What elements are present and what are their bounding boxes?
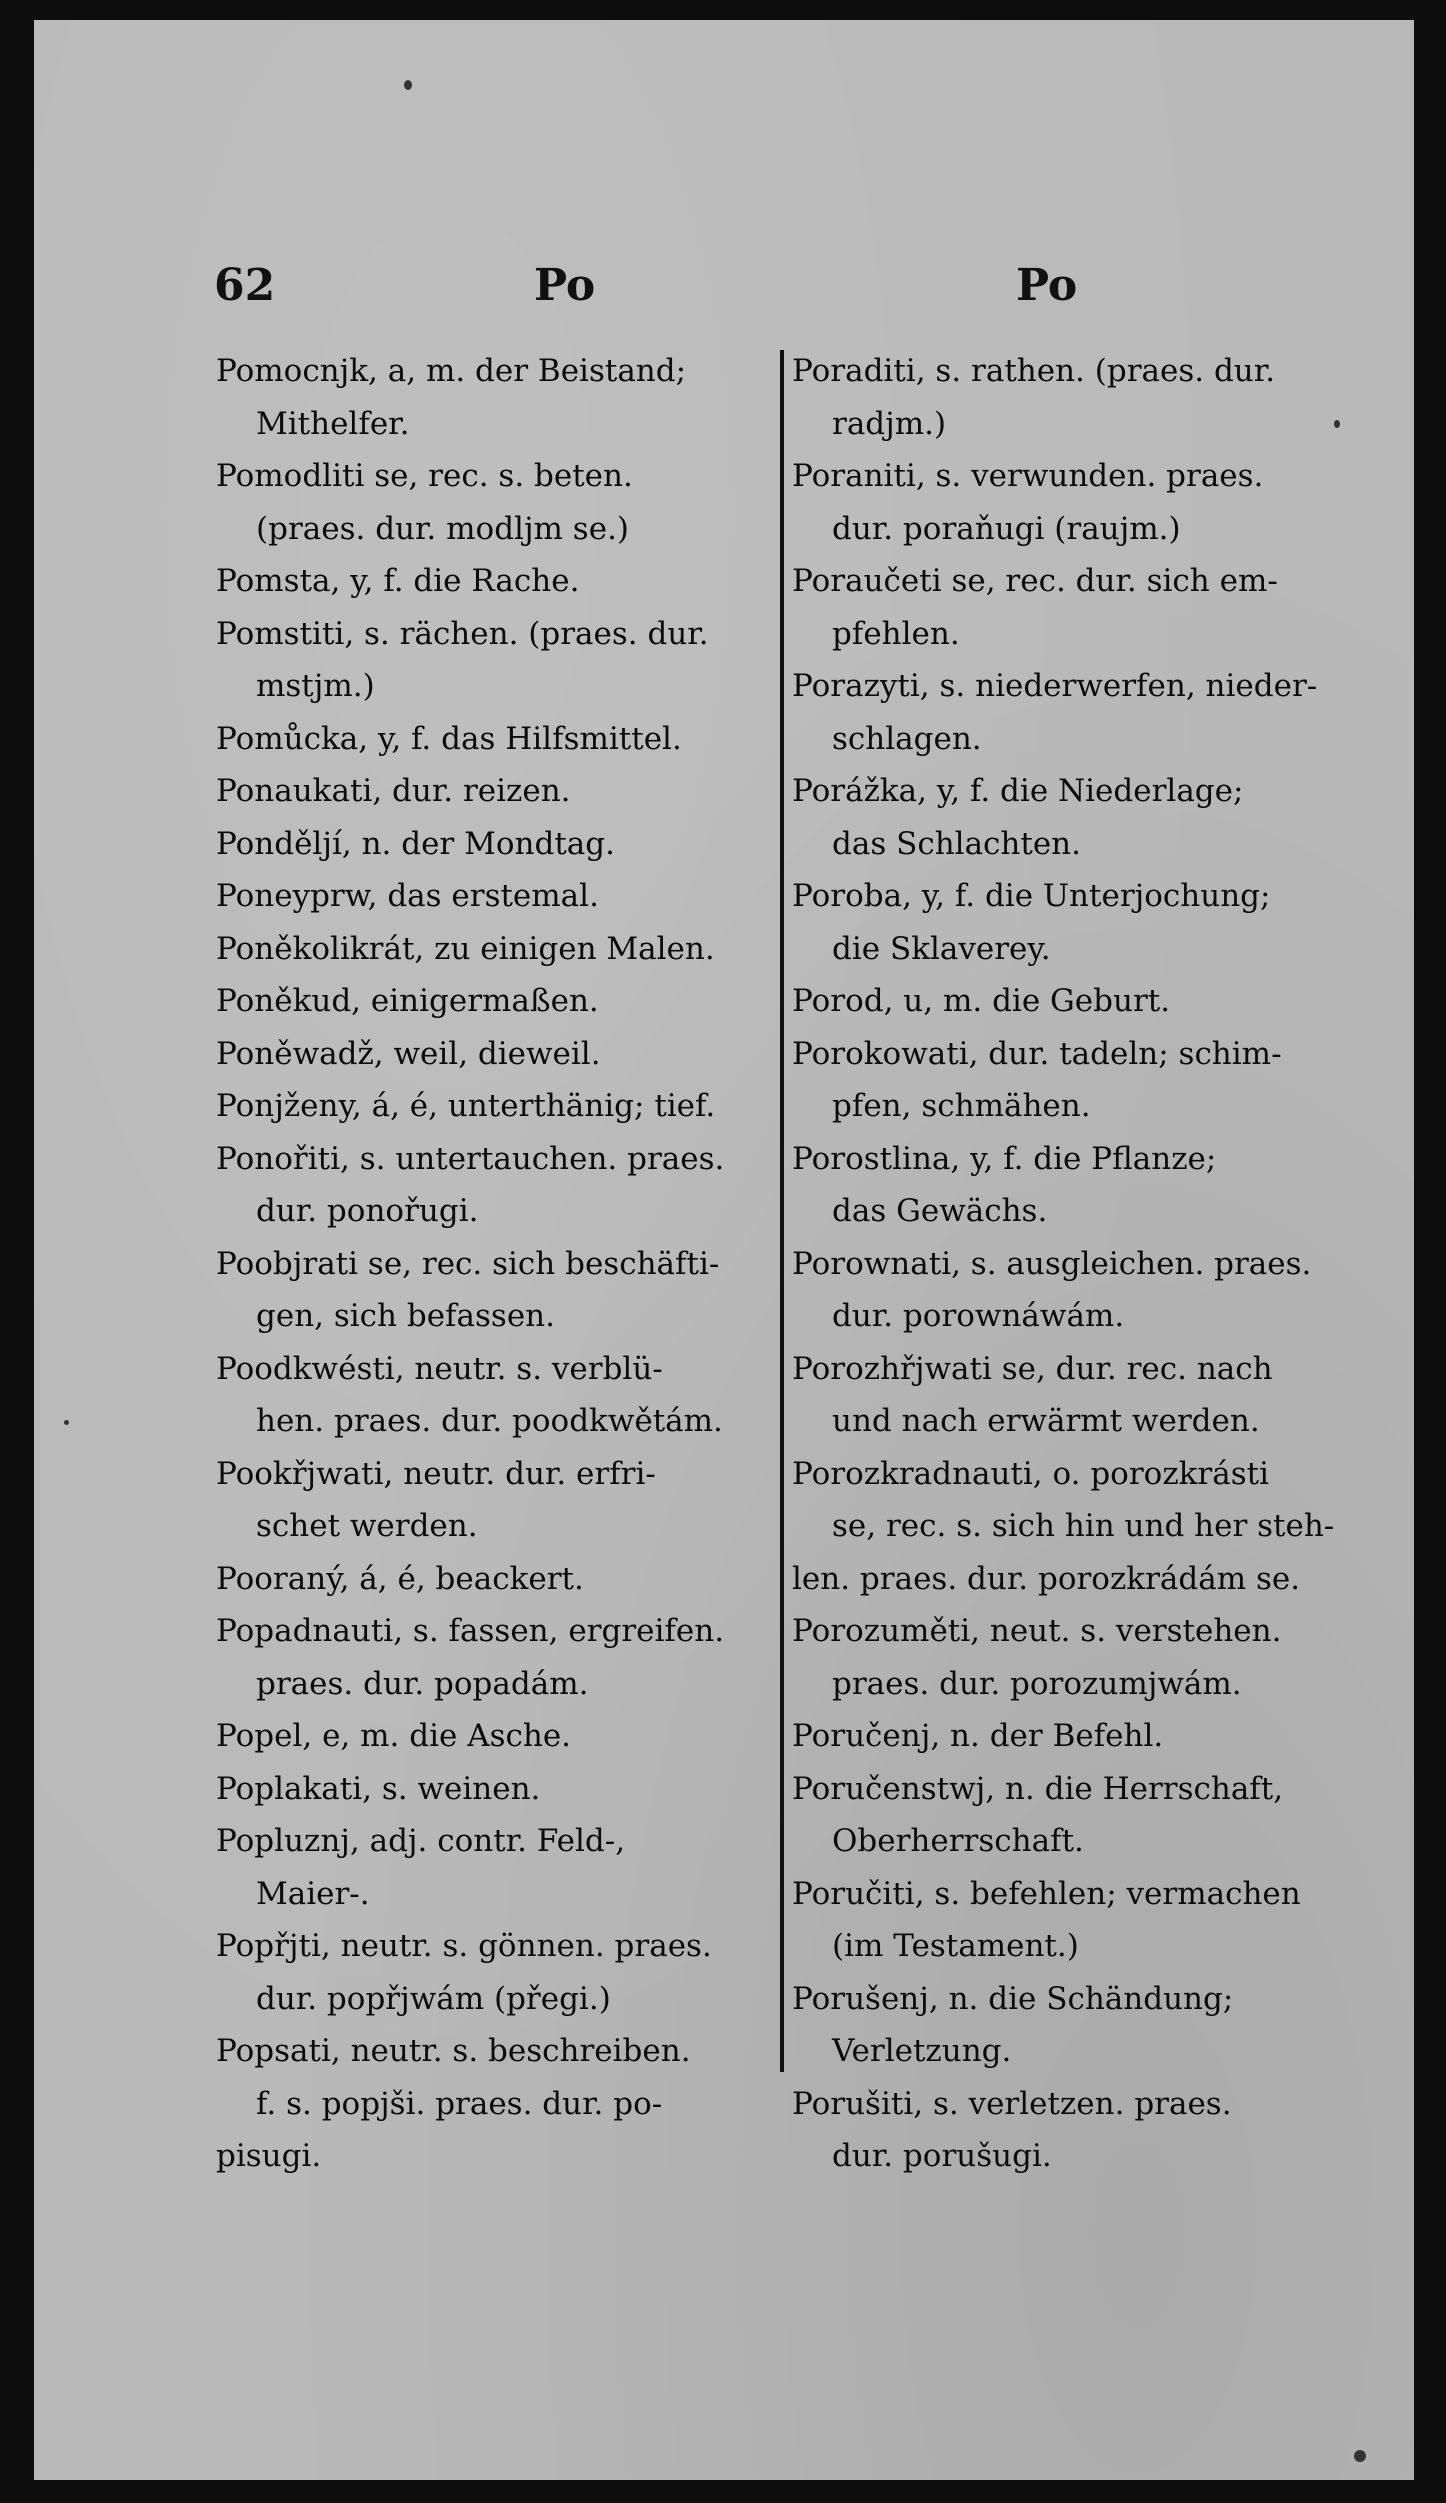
entry-line: Poněkolikrát, zu einigen Malen. [216, 930, 715, 967]
dictionary-entry [216, 818, 791, 871]
dictionary-entry [792, 1973, 1352, 2078]
entry-continuation: dur. porušugi. [832, 2138, 1052, 2174]
dictionary-entry [216, 1080, 791, 1133]
entry-line: Poplakati, s. weinen. [216, 1770, 541, 1807]
entry-continuation: hen. praes. dur. poodkwětám. [256, 1403, 723, 1439]
book-page [34, 20, 1414, 2480]
entry-continuation: mstjm.) [256, 668, 375, 704]
entry-line: Poroba, y, f. die Unterjochung; [792, 878, 1271, 914]
entry-continuation: dur. porownáwám. [832, 1298, 1125, 1334]
dictionary-entry [792, 1028, 1352, 1133]
dictionary-entry [216, 1605, 791, 1710]
entry-line: Poněkud, einigermaßen. [216, 983, 599, 1019]
dictionary-entry [216, 1710, 791, 1763]
entry-continuation: Mithelfer. [256, 405, 410, 442]
entry-continuation: f. s. popjši. praes. dur. po- [256, 2085, 663, 2122]
entry-continuation: praes. dur. popadám. [256, 1665, 589, 1702]
dictionary-entry [792, 555, 1352, 660]
guide-word-left: Po [534, 260, 596, 311]
dictionary-entry [792, 2078, 1352, 2183]
entry-line: Poneyprw, das erstemal. [216, 878, 599, 914]
entry-line: Pooraný, á, é, beackert. [216, 1560, 584, 1597]
dictionary-entry [792, 1868, 1352, 1973]
entry-line: Porozuměti, neut. s. verstehen. [792, 1613, 1282, 1649]
dictionary-entry [216, 713, 791, 766]
entry-continuation: Verletzung. [832, 2033, 1012, 2069]
running-header [34, 250, 1414, 330]
entry-continuation: pfehlen. [832, 615, 960, 652]
entry-continuation: dur. poraňugi (raujm.) [832, 510, 1181, 547]
entry-line: Poraučeti se, rec. dur. sich em- [792, 563, 1278, 599]
dictionary-entry [792, 450, 1352, 555]
entry-line: Porušiti, s. verletzen. praes. [792, 2085, 1232, 2122]
entry-line: Ponořiti, s. untertauchen. praes. [216, 1140, 725, 1177]
entry-line: Porozhřjwati se, dur. rec. nach [792, 1350, 1273, 1387]
guide-word-right: Po [1016, 260, 1078, 311]
entry-line: Porokowati, dur. tadeln; schim- [792, 1035, 1282, 1072]
entry-line: Pomstiti, s. rächen. (praes. dur. [216, 615, 709, 652]
dictionary-entry [792, 1238, 1352, 1343]
paper-speck [64, 1420, 69, 1425]
dictionary-entry [216, 608, 791, 713]
dictionary-entry [216, 345, 791, 450]
dictionary-entry [792, 1763, 1352, 1868]
dictionary-entry [216, 1238, 791, 1343]
entry-continuation: se, rec. s. sich hin und her steh- [832, 1508, 1335, 1544]
entry-continuation: dur. popřjwám (přegi.) [256, 1980, 611, 2017]
entry-line: Popadnauti, s. fassen, ergreifen. [216, 1613, 725, 1649]
entry-line: Poručenj, n. der Befehl. [792, 1718, 1164, 1754]
entry-continuation: Maier-. [256, 1875, 370, 1912]
entry-continuation: und nach erwärmt werden. [832, 1403, 1260, 1439]
entry-line: Poobjrati se, rec. sich beschäfti- [216, 1245, 720, 1282]
paper-speck [1334, 420, 1340, 428]
entry-line: Ponděljí, n. der Mondtag. [216, 825, 615, 862]
dictionary-entry [792, 1448, 1352, 1553]
dictionary-entry [216, 870, 791, 923]
entry-line: Porownati, s. ausgleichen. praes. [792, 1245, 1312, 1282]
entry-line: len. praes. dur. porozkrádám se. [792, 1560, 1301, 1597]
entry-continuation: (im Testament.) [832, 1928, 1079, 1964]
dictionary-entry [216, 1763, 791, 1816]
entry-line: Popřjti, neutr. s. gönnen. praes. [216, 1928, 712, 1964]
dictionary-entry [792, 870, 1352, 975]
entry-continuation: praes. dur. porozumjwám. [832, 1665, 1242, 1702]
dictionary-entry [216, 1448, 791, 1553]
entry-line: Ponaukati, dur. reizen. [216, 773, 571, 809]
dictionary-entry [216, 2130, 791, 2183]
entry-line: Pomůcka, y, f. das Hilfsmittel. [216, 720, 682, 757]
entry-line: Ponjženy, á, é, unterthänig; tief. [216, 1088, 716, 1124]
dictionary-entry [792, 1710, 1352, 1763]
entry-line: Pomodliti se, rec. s. beten. [216, 458, 633, 494]
dictionary-entry [216, 1920, 791, 2025]
dictionary-entry [216, 1815, 791, 1920]
dictionary-entry [216, 555, 791, 608]
dictionary-entry [216, 1028, 791, 1081]
entry-line: Poručenstwj, n. die Herrschaft, [792, 1770, 1284, 1807]
entry-line: Pookřjwati, neutr. dur. erfri- [216, 1455, 656, 1492]
entry-line: Popsati, neutr. s. beschreiben. [216, 2033, 691, 2069]
paper-speck [1354, 2450, 1366, 2462]
dictionary-entry [792, 1553, 1352, 1606]
entry-continuation: das Schlachten. [832, 825, 1081, 862]
dictionary-entry [216, 923, 791, 976]
entry-line: Popel, e, m. die Asche. [216, 1718, 572, 1754]
dictionary-entry [792, 345, 1352, 450]
right-column [792, 345, 1352, 2183]
entry-line: Pomocnjk, a, m. der Beistand; [216, 353, 687, 389]
entry-line: Porážka, y, f. die Niederlage; [792, 773, 1244, 809]
entry-line: Poodkwésti, neutr. s. verblü- [216, 1350, 663, 1387]
dictionary-entry [216, 2025, 791, 2130]
entry-continuation: pfen, schmähen. [832, 1088, 1091, 1124]
entry-line: Porušenj, n. die Schändung; [792, 1980, 1234, 2017]
entry-line: Poraniti, s. verwunden. praes. [792, 458, 1264, 494]
page-number: 62 [214, 260, 276, 311]
entry-line: Porazyti, s. niederwerfen, nieder- [792, 668, 1318, 704]
entry-continuation: (praes. dur. modljm se.) [256, 510, 630, 547]
left-column [216, 345, 791, 2183]
dictionary-entry [792, 975, 1352, 1028]
entry-continuation: Oberherrschaft. [832, 1823, 1084, 1859]
dictionary-entry [792, 1133, 1352, 1238]
entry-line: Popluznj, adj. contr. Feld-, [216, 1823, 626, 1859]
dictionary-entry [216, 1343, 791, 1448]
dictionary-entry [792, 1605, 1352, 1710]
dictionary-entry [216, 1553, 791, 1606]
entry-continuation: dur. ponořugi. [256, 1193, 479, 1229]
entry-line: Poněwadž, weil, dieweil. [216, 1035, 601, 1072]
entry-line: Porostlina, y, f. die Pflanze; [792, 1140, 1217, 1177]
entry-line: Poraditi, s. rathen. (praes. dur. [792, 353, 1276, 389]
entry-line: Pomsta, y, f. die Rache. [216, 563, 580, 599]
entry-line: pisugi. [216, 2138, 322, 2174]
entry-continuation: schet werden. [256, 1508, 478, 1544]
dictionary-entry [216, 975, 791, 1028]
entry-line: Poručiti, s. befehlen; vermachen [792, 1875, 1301, 1912]
dictionary-entry [792, 765, 1352, 870]
column-divider [780, 350, 784, 2072]
entry-line: Porod, u, m. die Geburt. [792, 983, 1171, 1019]
dictionary-entry [216, 450, 791, 555]
entry-continuation: gen, sich befassen. [256, 1298, 555, 1334]
paper-speck [404, 80, 412, 90]
dictionary-entry [216, 1133, 791, 1238]
dictionary-entry [792, 1343, 1352, 1448]
entry-line: Porozkradnauti, o. porozkrásti [792, 1455, 1270, 1492]
dictionary-entry [216, 765, 791, 818]
entry-continuation: das Gewächs. [832, 1193, 1048, 1229]
entry-continuation: schlagen. [832, 720, 982, 757]
dictionary-entry [792, 660, 1352, 765]
entry-continuation: radjm.) [832, 405, 947, 442]
entry-continuation: die Sklaverey. [832, 930, 1051, 967]
